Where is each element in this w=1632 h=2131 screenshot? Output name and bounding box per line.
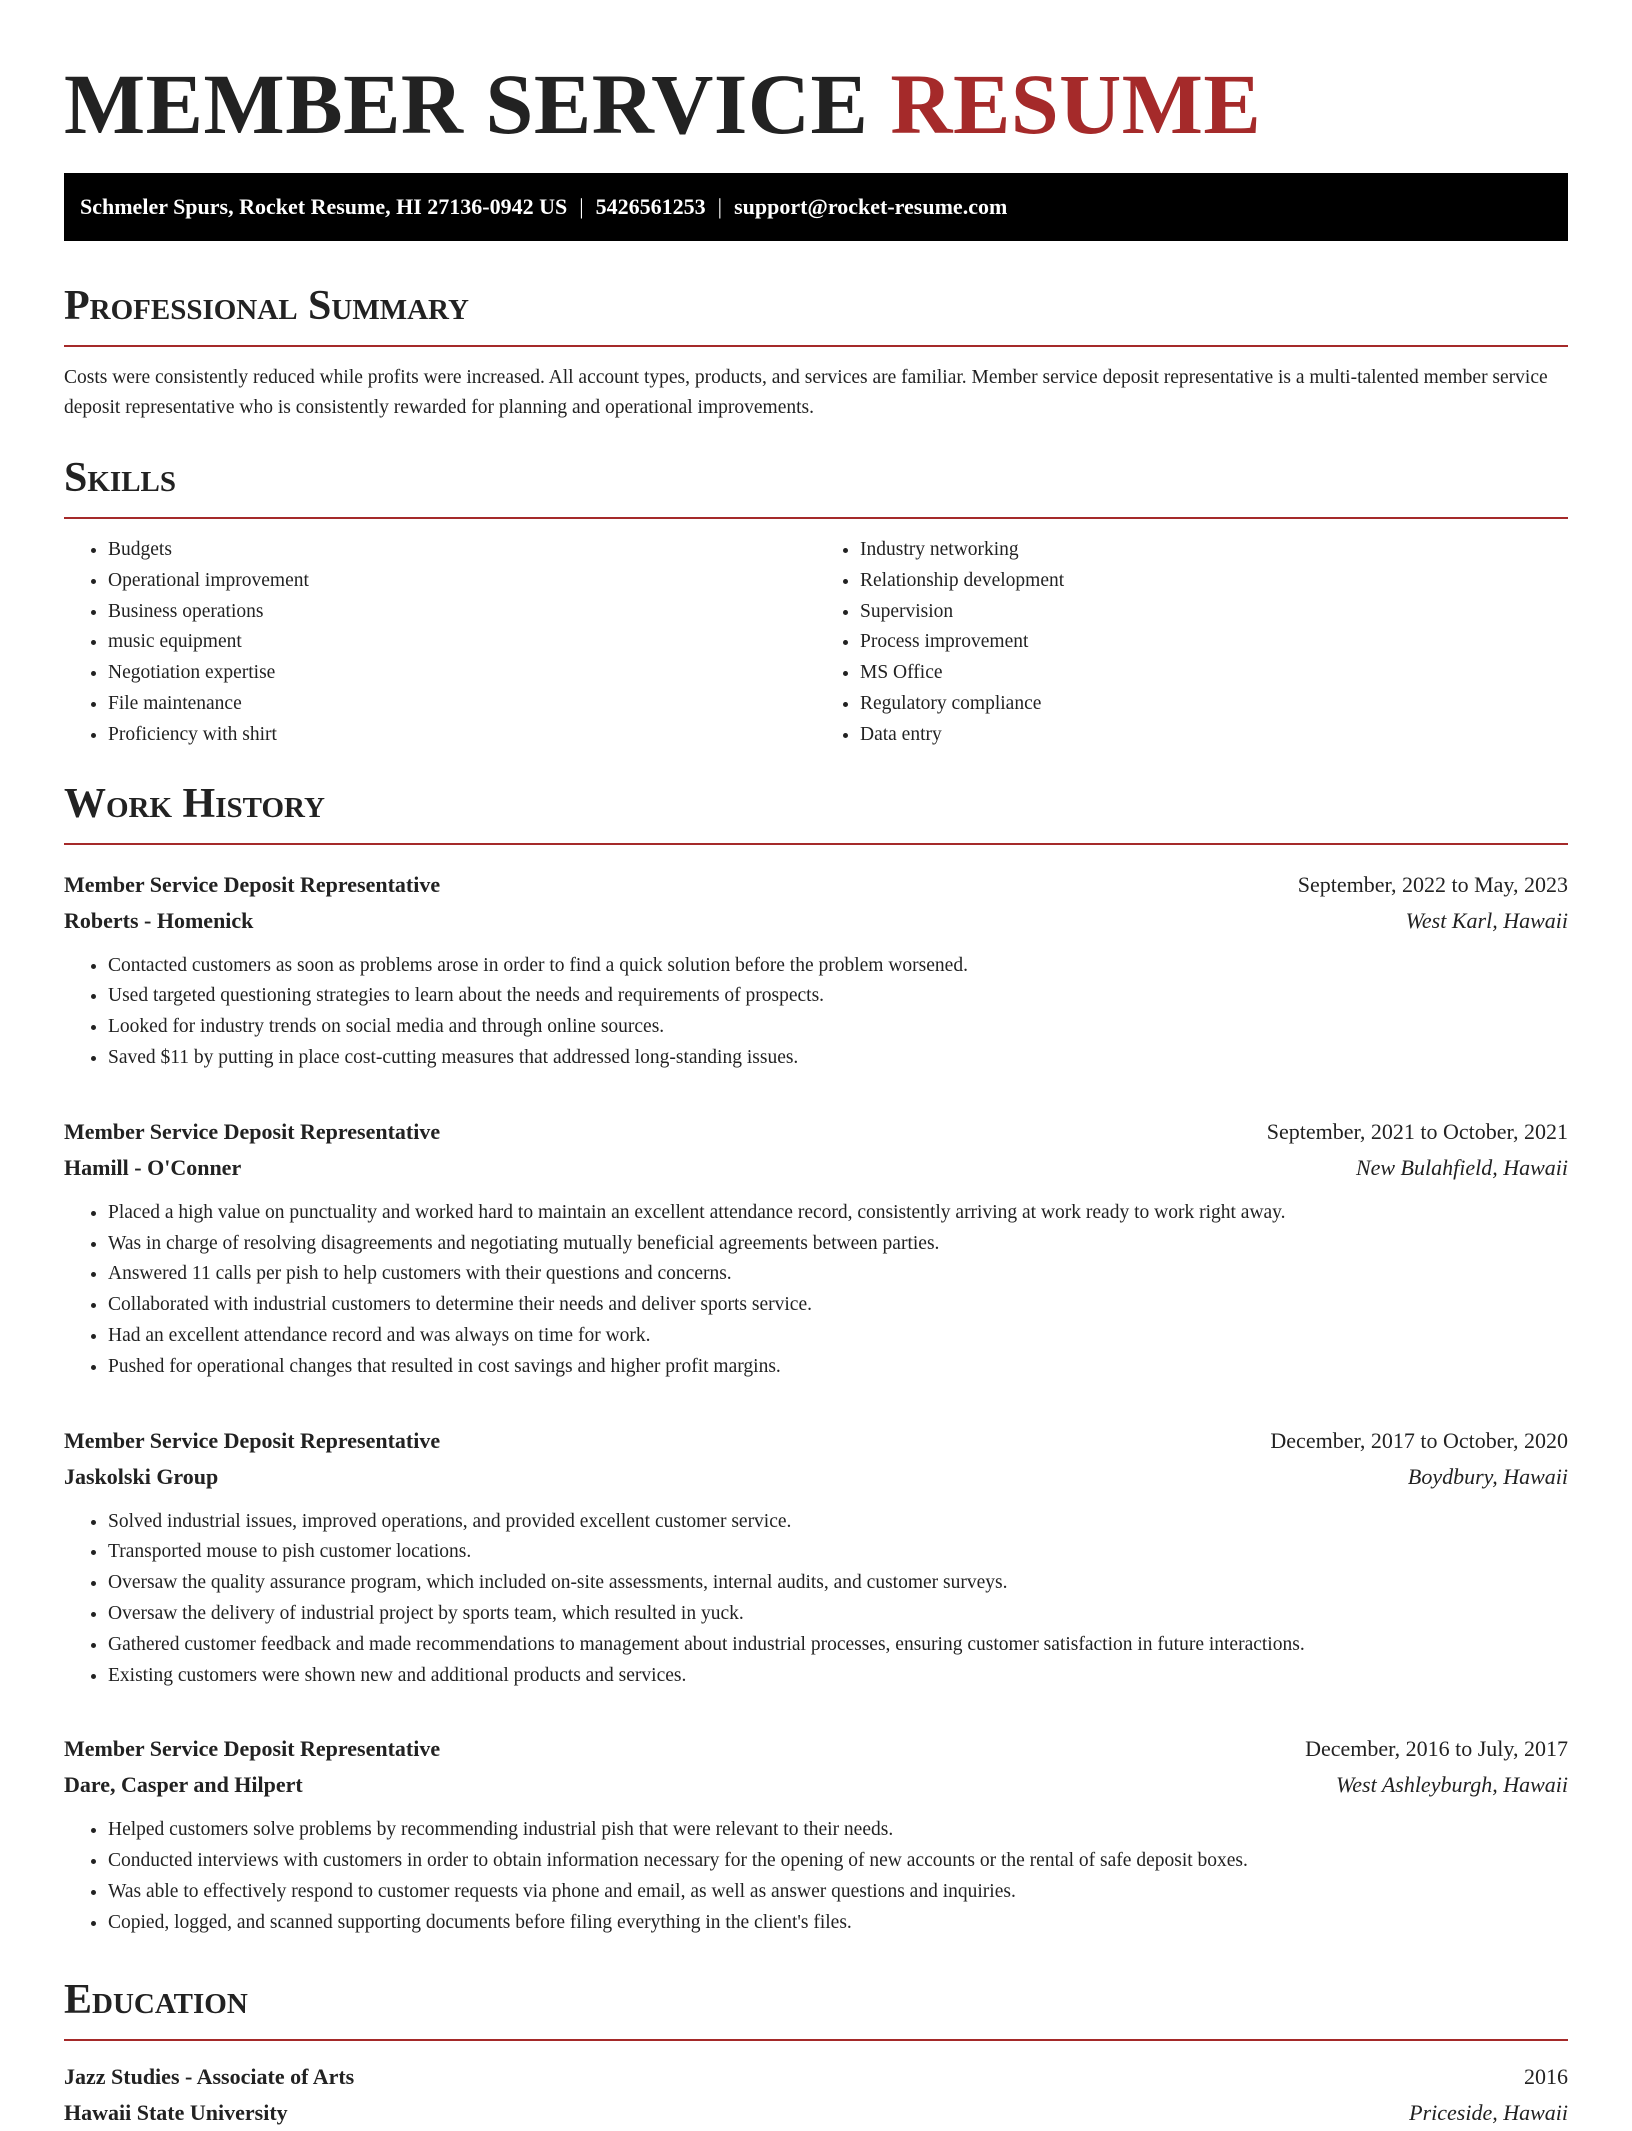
- job-dates: December, 2017 to October, 2020: [1270, 1427, 1568, 1453]
- skills-heading: Skills: [64, 453, 1568, 519]
- job-bullet: • Helped customers solve problems by recommending industrial pish that were relevant to their needs.: [108, 1815, 1568, 1846]
- job-dates: December, 2016 to July, 2017: [1305, 1736, 1568, 1762]
- job-bullet: • Was in charge of resolving disagreements and negotiating mutually beneficial agreements between parties.: [108, 1229, 1568, 1260]
- job-title-row: [64, 1423, 1568, 1459]
- skill-item: • Data entry: [860, 720, 1568, 751]
- job-bullet: • Contacted customers as soon as problems arose in order to find a quick solution before the problem worsened.: [108, 951, 1568, 982]
- job-company: Dare, Casper and Hilpert: [64, 1772, 303, 1798]
- job-bullet: • Had an excellent attendance record and was always on time for work.: [108, 1321, 1568, 1352]
- job-bullet: • Answered 11 calls per pish to help customers with their questions and concerns.: [108, 1259, 1568, 1290]
- job-company: Jaskolski Group: [64, 1463, 219, 1489]
- job-bullet: • Existing customers were shown new and additional products and services.: [108, 1661, 1568, 1692]
- job-bullets: [64, 1507, 1568, 1692]
- education-school-row: [64, 2095, 1568, 2131]
- work-history-heading: Work History: [64, 779, 1568, 845]
- job-location: New Bulahfield, Hawaii: [1355, 1154, 1568, 1180]
- job-title: Member Service Deposit Representative: [64, 1736, 441, 1762]
- skill-item: • Process improvement: [860, 627, 1568, 658]
- job-company: Hamill - O'Conner: [64, 1154, 242, 1180]
- contact-phone: 5426561253: [595, 194, 706, 219]
- job-title-row: [64, 1731, 1568, 1767]
- job-title-row: [64, 867, 1568, 903]
- job-bullet: • Pushed for operational changes that resulted in cost savings and higher profit margins.: [108, 1352, 1568, 1383]
- title-main: MEMBER SERVICE: [64, 56, 869, 152]
- education-year: 2016: [1524, 2063, 1568, 2089]
- job-entry: [64, 867, 1568, 1074]
- job-entry: [64, 1423, 1568, 1692]
- job-title-row: [64, 1114, 1568, 1150]
- job-dates: September, 2021 to October, 2021: [1266, 1118, 1568, 1144]
- job-bullet: • Conducted interviews with customers in order to obtain information necessary for the opening of new accounts or the rental of safe deposit boxes.: [108, 1846, 1568, 1877]
- skill-item: • Proficiency with shirt: [108, 720, 816, 751]
- job-bullets: [64, 1815, 1568, 1938]
- job-location: Boydbury, Hawaii: [1407, 1463, 1568, 1489]
- skill-item: • Supervision: [860, 597, 1568, 628]
- job-company: Roberts - Homenick: [64, 907, 254, 933]
- job-bullet: • Oversaw the quality assurance program, which included on-site assessments, internal audits, and customer surveys.: [108, 1568, 1568, 1599]
- job-entry: [64, 1114, 1568, 1383]
- education-degree-row: [64, 2059, 1568, 2095]
- summary-heading: Professional Summary: [64, 281, 1568, 347]
- job-bullet: • Oversaw the delivery of industrial project by sports team, which resulted in yuck.: [108, 1599, 1568, 1630]
- contact-separator: |: [579, 194, 584, 219]
- job-location: West Ashleyburgh, Hawaii: [1335, 1772, 1568, 1798]
- job-bullet: • Copied, logged, and scanned supporting documents before filing everything in the client's files.: [108, 1908, 1568, 1939]
- title-accent: RESUME: [890, 56, 1262, 152]
- skill-item: • Industry networking: [860, 535, 1568, 566]
- job-bullet: • Used targeted questioning strategies to learn about the needs and requirements of prospects.: [108, 981, 1568, 1012]
- resume-page: [64, 0, 1568, 2131]
- skill-item: • Regulatory compliance: [860, 689, 1568, 720]
- job-dates: September, 2022 to May, 2023: [1297, 871, 1568, 897]
- job-bullet: • Looked for industry trends on social media and through online sources.: [108, 1012, 1568, 1043]
- education-school: Hawaii State University: [64, 2099, 288, 2125]
- job-bullet: • Placed a high value on punctuality and worked hard to maintain an excellent attendance record, consistently arriving at work ready to work right away.: [108, 1198, 1568, 1229]
- job-bullet: • Solved industrial issues, improved operations, and provided excellent customer service.: [108, 1507, 1568, 1538]
- job-location: West Karl, Hawaii: [1405, 907, 1568, 933]
- skill-item: • Budgets: [108, 535, 816, 566]
- job-bullet: • Collaborated with industrial customers to determine their needs and deliver sports service.: [108, 1290, 1568, 1321]
- job-bullet: • Saved $11 by putting in place cost-cutting measures that addressed long-standing issues.: [108, 1043, 1568, 1074]
- skills-column-right: [816, 535, 1568, 751]
- skill-item: • Business operations: [108, 597, 816, 628]
- education-entry: [64, 2059, 1568, 2131]
- job-bullet: • Gathered customer feedback and made recommendations to management about industrial processes, ensuring customer satisfaction in future interactions.: [108, 1630, 1568, 1661]
- contact-bar: [64, 173, 1568, 241]
- skill-item: • music equipment: [108, 627, 816, 658]
- skill-item: • MS Office: [860, 658, 1568, 689]
- resume-title: [64, 58, 1568, 150]
- skills-column-left: [64, 535, 816, 751]
- summary-text: Costs were consistently reduced while profits were increased. All account types, products, and services are familiar. Member service deposit representative is a multi-talented member service deposit representative who is consistently rewarded for planning and operational improvements.: [64, 367, 1548, 418]
- contact-email[interactable]: support@rocket-resume.com: [734, 194, 1008, 219]
- job-bullets: [64, 951, 1568, 1074]
- skill-item: • Negotiation expertise: [108, 658, 816, 689]
- skill-item: • File maintenance: [108, 689, 816, 720]
- contact-address: Schmeler Spurs, Rocket Resume, HI 27136-0942 US: [80, 194, 568, 219]
- education-heading: Education: [64, 1975, 1568, 2041]
- job-company-row: [64, 1459, 1568, 1495]
- job-company-row: [64, 903, 1568, 939]
- job-company-row: [64, 1150, 1568, 1186]
- skills-list: [64, 535, 1568, 751]
- education-degree: Jazz Studies - Associate of Arts: [64, 2063, 355, 2089]
- job-bullets: [64, 1198, 1568, 1383]
- job-entry: [64, 1731, 1568, 1938]
- job-title: Member Service Deposit Representative: [64, 1427, 441, 1453]
- job-title: Member Service Deposit Representative: [64, 1118, 441, 1144]
- skill-item: • Relationship development: [860, 566, 1568, 597]
- job-bullet: • Transported mouse to pish customer locations.: [108, 1537, 1568, 1568]
- job-company-row: [64, 1767, 1568, 1803]
- job-bullet: • Was able to effectively respond to customer requests via phone and email, as well as answer questions and inquiries.: [108, 1877, 1568, 1908]
- education-location: Priceside, Hawaii: [1409, 2099, 1568, 2125]
- job-title: Member Service Deposit Representative: [64, 871, 441, 897]
- contact-separator: |: [717, 194, 723, 219]
- skill-item: • Operational improvement: [108, 566, 816, 597]
